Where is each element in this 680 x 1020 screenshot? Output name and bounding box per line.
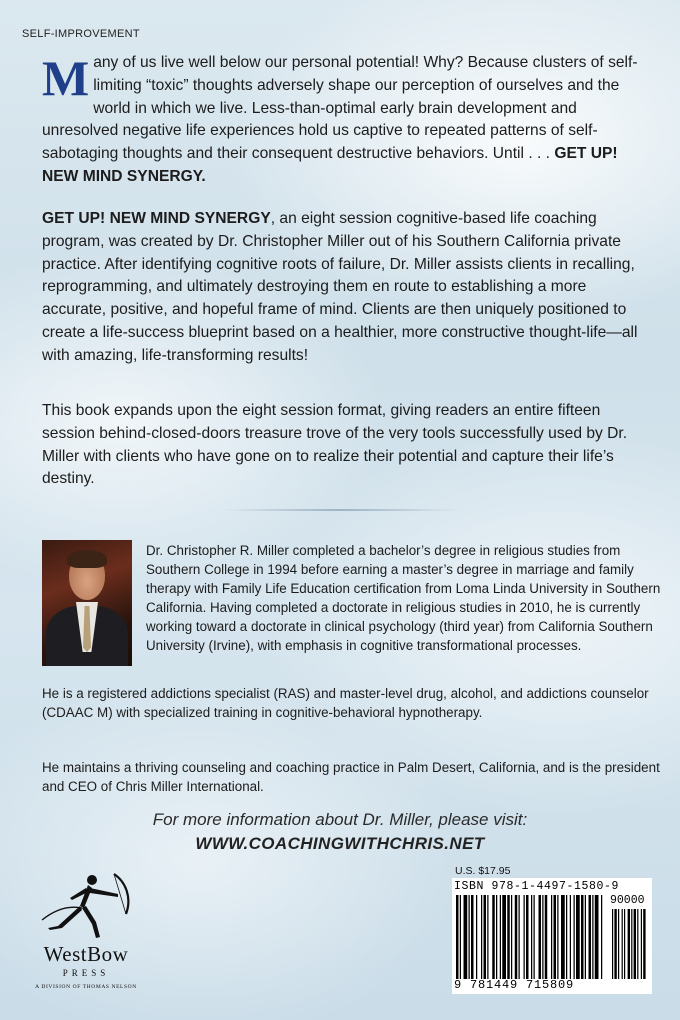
publisher-division: A DIVISION OF THOMAS NELSON [35, 984, 137, 990]
program-title-emphasis: GET UP! NEW MIND SYNERGY. [42, 145, 618, 185]
blurb-paragraph-3: This book expands upon the eight session format, giving readers an entire fifteen session behind-closed-doors treasure trove of the very tools successfully used by Dr. Miller with clients who have gone on to realize their potential and capture their life’s destiny. [42, 402, 628, 488]
blurb-paragraph-1 [42, 52, 654, 189]
price-label: U.S. $17.95 [455, 865, 511, 877]
barcode-number: 9 781449 715809 [454, 978, 575, 992]
isbn-label: ISBN 978-1-4497-1580-9 [454, 880, 620, 893]
category-label: SELF-IMPROVEMENT [22, 28, 140, 40]
section-divider [222, 509, 458, 511]
blurb-p2-text: , an eight session cognitive-based life coaching program, was created by Dr. Christopher Miller out of his Southern California private practice. After identifying cognitive roots of failure, Dr. Miller assists clients in recalling, reprogramming, and ultimately destroying them en route to establishing a more accurate, positive, and hopeful frame of mind. Clients are then uniquely positioned to create a life-success blueprint based on a healthier, more constructive thought-life—all with amazing, life-transforming results! [42, 210, 638, 364]
barcode-bars-icon [456, 895, 648, 979]
barcode [452, 878, 652, 994]
publisher-press: PRESS [62, 968, 110, 978]
archer-icon [22, 868, 150, 944]
blurb-p1-text: any of us live well below our personal potential! Why? Because clusters of self-limiting “toxic” thoughts adversely shape our perception of ourselves and the world in which we live. Less-than-optimal early brain development and unresolved negative life experiences hold us captive to repeated patterns of self-sabotaging thoughts and their consequent destructive behaviors. Until . . . [42, 54, 638, 163]
more-info-text: For more information about Dr. Miller, please visit: [152, 810, 528, 829]
author-bio-3: He maintains a thriving counseling and coaching practice in Palm Desert, California, and is the president and CEO of Chris Miller International. [42, 760, 660, 794]
blurb-paragraph-2 [42, 208, 654, 368]
barcode-addon-code: 90000 [610, 894, 645, 907]
author-photo [42, 540, 132, 666]
program-title: GET UP! NEW MIND SYNERGY [42, 210, 271, 227]
publisher-name: WestBow [43, 942, 129, 966]
author-bio-1: Dr. Christopher R. Miller completed a bachelor’s degree in religious studies from Southern College in 1994 before earning a master’s degree in marriage and family therapy with Family Life Education certification from Loma Linda University in Southern California. Having completed a doctorate in religious studies in 2010, he is currently working toward a doctorate in clinical psychology (third year) from California Southern University (Irvine), with emphasis in cognitive transformational processes. [146, 543, 661, 653]
author-bio-2: He is a registered addictions specialist (RAS) and master-level drug, alcohol, and addictions counselor (CDAAC M) with specialized training in cognitive-behavioral hypnotherapy. [42, 686, 649, 720]
drop-cap: M [42, 50, 90, 106]
website-link[interactable]: WWW.COACHINGWITHCHRIS.NET [195, 834, 485, 853]
publisher-logo [22, 868, 150, 998]
